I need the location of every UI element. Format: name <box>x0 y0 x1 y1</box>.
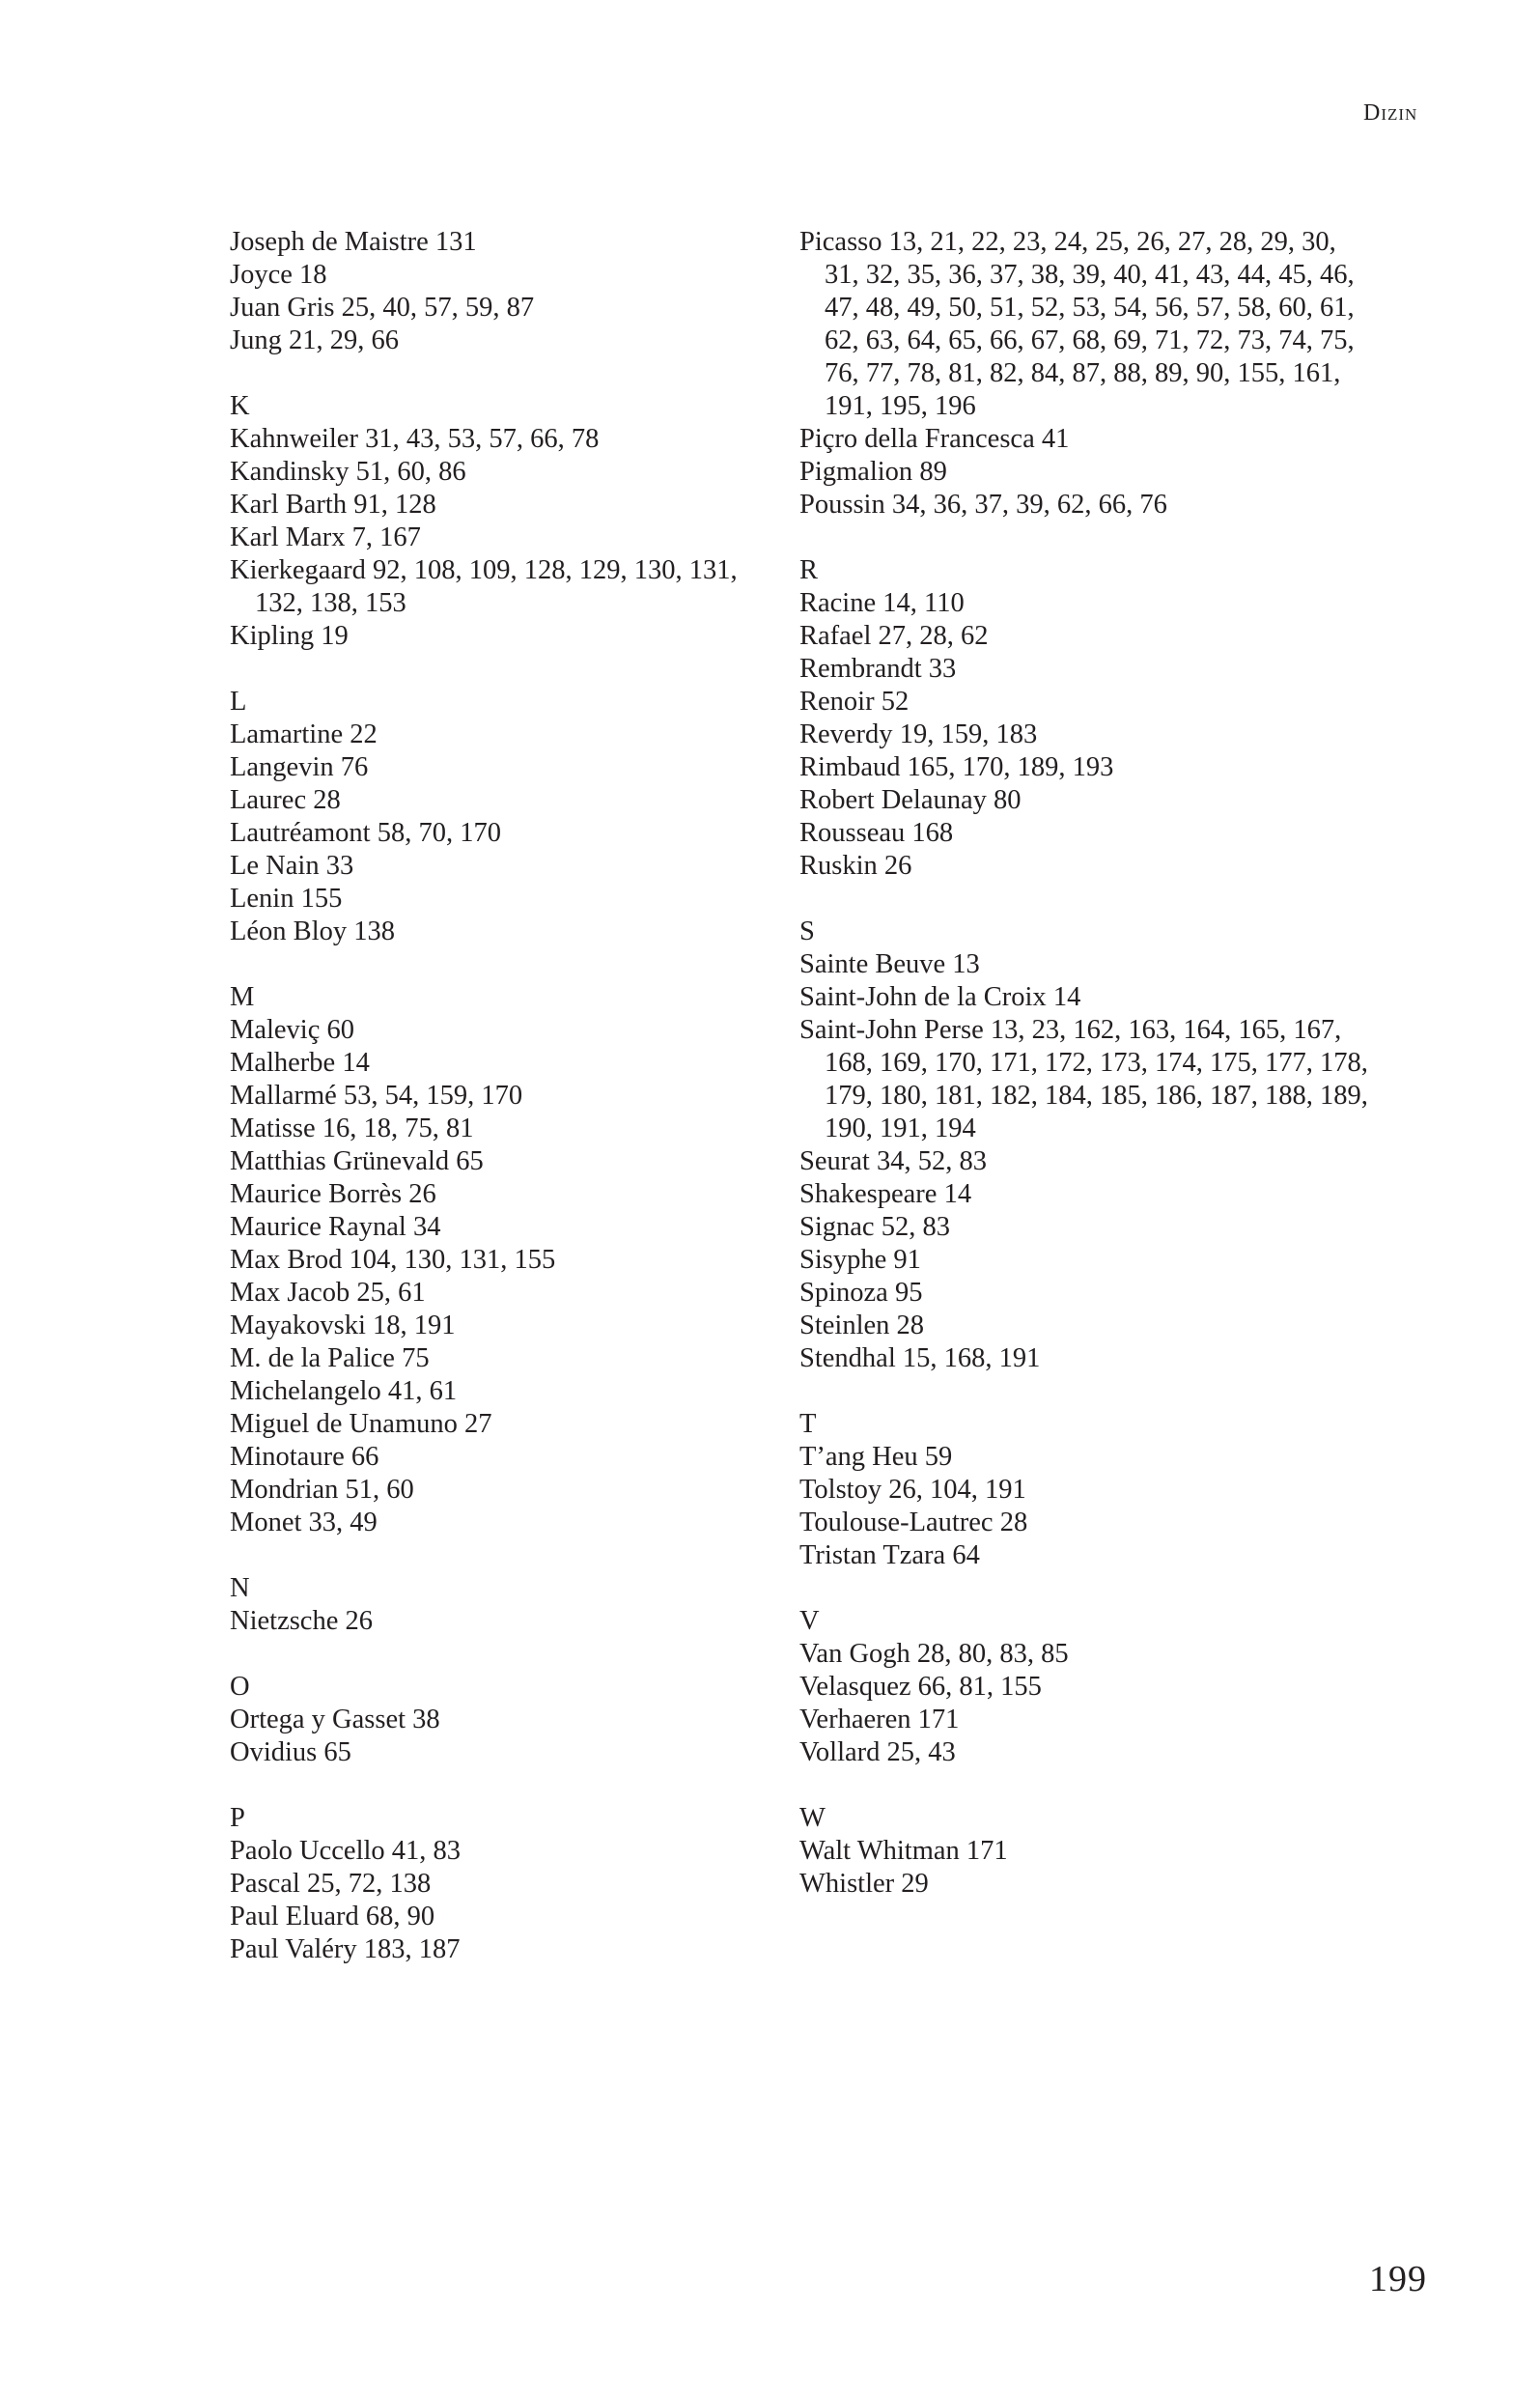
entry-name: Reverdy <box>799 719 893 749</box>
section-letter: N <box>230 1573 250 1603</box>
entry-name: Saint-John Perse <box>799 1015 984 1045</box>
entry-name: Max Brod <box>230 1245 343 1275</box>
index-section <box>799 1408 1369 1572</box>
entry-pages: 26, 104, 191 <box>888 1475 1026 1505</box>
index-entry <box>799 1638 1369 1671</box>
entry-name: Laurec <box>230 785 307 815</box>
index-entry <box>799 1211 1369 1244</box>
section-letter: O <box>230 1672 250 1702</box>
entry-pages: 27 <box>464 1409 492 1439</box>
entry-pages: 41, 83 <box>391 1836 462 1866</box>
entry-name: Karl Marx <box>230 522 346 552</box>
section-letter: V <box>799 1606 820 1636</box>
index-section <box>799 1605 1369 1769</box>
entry-name: Miguel de Unamuno <box>230 1409 458 1439</box>
index-entry <box>230 521 770 554</box>
index-entry <box>799 1277 1369 1310</box>
entry-pages: 26 <box>408 1179 436 1209</box>
index-entry <box>799 1868 1369 1901</box>
entry-name: Steinlen <box>799 1311 890 1340</box>
entry-pages: 26 <box>883 851 912 881</box>
page-number: 199 <box>1369 2259 1427 2299</box>
index-entry <box>230 1014 770 1047</box>
index-entry <box>230 1047 770 1080</box>
section-letter: L <box>230 687 247 717</box>
entry-pages: 19 <box>321 621 349 651</box>
entry-name: Vollard <box>799 1737 881 1767</box>
entry-name: Velasquez <box>799 1672 911 1702</box>
entry-name: Signac <box>799 1212 875 1242</box>
entry-name: Tolstoy <box>799 1475 882 1505</box>
entry-name: Michelangelo <box>230 1376 381 1406</box>
entry-pages: 25, 40, 57, 59, 87 <box>341 293 535 323</box>
index-entry <box>799 1014 1369 1145</box>
entry-name: Max Jacob <box>230 1278 350 1308</box>
index-entry <box>230 259 770 292</box>
index-entry <box>799 456 1369 489</box>
entry-pages: 58, 70, 170 <box>377 818 501 848</box>
index-entry <box>799 1704 1369 1736</box>
index-entry <box>799 1178 1369 1211</box>
entry-pages: 165, 170, 189, 193 <box>907 752 1114 782</box>
entry-name: Ortega y Gasset <box>230 1705 406 1734</box>
entry-name: Van Gogh <box>799 1639 910 1669</box>
entry-pages: 34, 36, 37, 39, 62, 66, 76 <box>891 490 1167 520</box>
entry-name: Rembrandt <box>799 654 922 684</box>
entry-name: Langevin <box>230 752 334 782</box>
index-entry <box>799 620 1369 653</box>
entry-name: Kandinsky <box>230 457 350 487</box>
entry-name: Lenin <box>230 884 294 914</box>
index-entry <box>230 1080 770 1113</box>
entry-pages: 60 <box>326 1015 355 1045</box>
entry-name: Pascal <box>230 1869 300 1899</box>
entry-pages: 92, 108, 109, 128, 129, 130, 131, 132, 138, 153 <box>255 555 738 618</box>
entry-name: Ruskin <box>799 851 878 881</box>
index-entry <box>799 1145 1369 1178</box>
entry-pages: 65 <box>456 1146 484 1176</box>
section-letter: W <box>799 1803 826 1833</box>
entry-name: Kierkegaard <box>230 555 366 585</box>
entry-name: Le Nain <box>230 851 320 881</box>
entry-pages: 21, 29, 66 <box>288 325 399 355</box>
entry-name: Sisyphe <box>799 1245 887 1275</box>
index-entry <box>799 1671 1369 1704</box>
section-letter: T <box>799 1409 817 1439</box>
entry-pages: 41 <box>1041 424 1070 454</box>
index-entry <box>799 1736 1369 1769</box>
entry-pages: 138 <box>353 916 395 946</box>
entry-name: Minotaure <box>230 1442 345 1472</box>
entry-pages: 16, 18, 75, 81 <box>322 1113 474 1143</box>
entry-name: Shakespeare <box>799 1179 938 1209</box>
entry-pages: 13, 21, 22, 23, 24, 25, 26, 27, 28, 29, 30, 31, 32, 35, 36, 37, 38, 39, 40, 41, 43, 44, 45, 46, 47, 48, 49, 50, 51, 52, 53, 54, 56, 57, 58, 60, 61, 62, 63, 64, 65, 66, 67, 68, 69, 71, 72, 73, 74, 75, 76, 77, 78, 81, 82, 84, 87, 88, 89, 90, 155, 161, 191, 195, 196 <box>825 227 1355 421</box>
entry-pages: 25, 72, 138 <box>306 1869 432 1899</box>
entry-pages: 171 <box>917 1705 960 1734</box>
entry-pages: 29 <box>901 1869 929 1899</box>
entry-name: Lautréamont <box>230 818 371 848</box>
index-entry <box>230 1868 770 1901</box>
index-entry <box>230 489 770 521</box>
index-entry <box>799 1441 1369 1474</box>
entry-name: Karl Barth <box>230 490 348 520</box>
entry-name: Spinoza <box>799 1278 888 1308</box>
entry-name: Maleviç <box>230 1015 321 1045</box>
entry-name: Stendhal <box>799 1343 896 1373</box>
index-entry <box>230 1277 770 1310</box>
entry-pages: 38 <box>412 1705 440 1734</box>
entry-pages: 51, 60 <box>345 1475 414 1505</box>
entry-pages: 27, 28, 62 <box>878 621 989 651</box>
entry-name: Kahnweiler <box>230 424 358 454</box>
index-entry <box>799 1507 1369 1539</box>
entry-pages: 91, 128 <box>353 490 436 520</box>
entry-pages: 80 <box>994 785 1022 815</box>
entry-pages: 18 <box>299 260 327 290</box>
entry-pages: 19, 159, 183 <box>899 719 1038 749</box>
entry-name: Picasso <box>799 227 882 257</box>
entry-name: Paul Eluard <box>230 1902 359 1931</box>
entry-name: Ovidius <box>230 1737 318 1767</box>
index-section <box>799 1802 1369 1901</box>
entry-pages: 59 <box>924 1442 953 1472</box>
index-entry <box>799 719 1369 751</box>
index-section <box>799 554 1369 883</box>
entry-pages: 41, 61 <box>387 1376 458 1406</box>
entry-name: T’ang Heu <box>799 1442 918 1472</box>
entry-pages: 28 <box>313 785 341 815</box>
entry-pages: 25, 61 <box>356 1278 426 1308</box>
index-entry <box>799 948 1369 981</box>
entry-name: Jung <box>230 325 282 355</box>
entry-name: Renoir <box>799 687 875 717</box>
entry-name: Robert Delaunay <box>799 785 987 815</box>
entry-pages: 28 <box>999 1508 1028 1537</box>
entry-pages: 104, 130, 131, 155 <box>349 1245 556 1275</box>
index-column-right <box>799 226 1369 1933</box>
index-entry <box>230 1244 770 1277</box>
entry-pages: 28 <box>896 1311 925 1340</box>
index-entry <box>230 1704 770 1736</box>
entry-pages: 65 <box>323 1737 351 1767</box>
entry-name: Kipling <box>230 621 315 651</box>
entry-name: Lamartine <box>230 719 344 749</box>
entry-name: Piçro della Francesca <box>799 424 1035 454</box>
entry-name: Poussin <box>799 490 885 520</box>
entry-name: Rousseau <box>799 818 906 848</box>
index-section <box>230 981 770 1539</box>
entry-name: Joyce <box>230 260 293 290</box>
entry-pages: 91 <box>893 1245 921 1275</box>
entry-name: Rafael <box>799 621 872 651</box>
index-entry <box>230 1310 770 1342</box>
index-section <box>799 916 1369 1375</box>
entry-pages: 7, 167 <box>351 522 421 552</box>
entry-pages: 14 <box>1052 982 1081 1012</box>
entry-pages: 14, 110 <box>882 588 965 618</box>
section-letter: K <box>230 391 250 421</box>
entry-name: Seurat <box>799 1146 870 1176</box>
entry-pages: 53, 54, 159, 170 <box>343 1081 523 1111</box>
index-entry <box>230 1835 770 1868</box>
index-entry <box>799 1244 1369 1277</box>
index-entry <box>230 1211 770 1244</box>
index-section <box>230 1802 770 1966</box>
entry-pages: 52 <box>881 687 910 717</box>
entry-name: Walt Whitman <box>799 1836 960 1866</box>
entry-pages: 68, 90 <box>365 1902 435 1931</box>
entry-name: Matthias Grünevald <box>230 1146 450 1176</box>
entry-name: Léon Bloy <box>230 916 348 946</box>
index-entry <box>230 1933 770 1966</box>
index-entry <box>799 1310 1369 1342</box>
index-entry <box>799 1342 1369 1375</box>
index-entry <box>799 423 1369 456</box>
index-entry <box>230 1507 770 1539</box>
entry-pages: 31, 43, 53, 57, 66, 78 <box>365 424 600 454</box>
entry-name: Joseph de Maistre <box>230 227 429 257</box>
index-entry <box>230 554 770 620</box>
index-entry <box>799 1539 1369 1572</box>
index-entry <box>799 226 1369 423</box>
entry-pages: 15, 168, 191 <box>902 1343 1041 1373</box>
index-entry <box>230 850 770 883</box>
index-entry <box>230 1375 770 1408</box>
entry-pages: 13 <box>952 949 980 979</box>
entry-name: Whistler <box>799 1869 895 1899</box>
index-section <box>230 1671 770 1769</box>
entry-name: Matisse <box>230 1113 316 1143</box>
entry-pages: 52, 83 <box>881 1212 950 1242</box>
entry-pages: 95 <box>894 1278 923 1308</box>
index-entry <box>230 1113 770 1145</box>
index-entry <box>230 1342 770 1375</box>
index-entry <box>230 916 770 948</box>
entry-pages: 13, 23, 162, 163, 164, 165, 167, 168, 169, 170, 171, 172, 173, 174, 175, 177, 178, 179, 180, 181, 182, 184, 185, 186, 187, 188, 189, 190, 191, 194 <box>825 1015 1368 1143</box>
entry-name: Verhaeren <box>799 1705 911 1734</box>
index-entry <box>230 1178 770 1211</box>
entry-name: Juan Gris <box>230 293 335 323</box>
entry-pages: 33 <box>928 654 957 684</box>
index-entry <box>230 292 770 324</box>
index-section <box>230 390 770 653</box>
index-entry <box>230 1605 770 1638</box>
entry-name: Tristan Tzara <box>799 1540 946 1570</box>
entry-name: Monet <box>230 1508 302 1537</box>
index-entry <box>799 489 1369 521</box>
entry-name: Nietzsche <box>230 1606 339 1636</box>
index-entry <box>799 686 1369 719</box>
entry-name: Mallarmé <box>230 1081 337 1111</box>
entry-pages: 33, 49 <box>308 1508 378 1537</box>
entry-pages: 14 <box>342 1048 370 1078</box>
index-entry <box>230 751 770 784</box>
entry-pages: 75 <box>402 1343 430 1373</box>
entry-pages: 14 <box>943 1179 972 1209</box>
entry-name: Mondrian <box>230 1475 339 1505</box>
index-section <box>799 226 1369 521</box>
running-head: Dizin <box>1363 100 1418 126</box>
entry-pages: 34 <box>412 1212 441 1242</box>
index-entry <box>230 1145 770 1178</box>
index-entry <box>799 850 1369 883</box>
entry-name: Pigmalion <box>799 457 913 487</box>
entry-pages: 66 <box>350 1442 379 1472</box>
entry-name: Mayakovski <box>230 1311 366 1340</box>
entry-pages: 131 <box>434 227 477 257</box>
index-entry <box>799 1835 1369 1868</box>
entry-pages: 183, 187 <box>363 1934 461 1964</box>
index-section <box>230 226 770 357</box>
index-entry <box>230 817 770 850</box>
entry-pages: 25, 43 <box>886 1737 956 1767</box>
entry-name: Paolo Uccello <box>230 1836 385 1866</box>
entry-pages: 26 <box>345 1606 373 1636</box>
entry-pages: 171 <box>966 1836 1008 1866</box>
index-entry <box>230 1474 770 1507</box>
entry-name: Rimbaud <box>799 752 901 782</box>
section-letter: P <box>230 1803 245 1833</box>
entry-pages: 64 <box>952 1540 980 1570</box>
index-entry <box>799 751 1369 784</box>
section-letter: S <box>799 916 815 946</box>
index-section <box>230 686 770 948</box>
entry-pages: 51, 60, 86 <box>355 457 466 487</box>
index-entry <box>230 226 770 259</box>
section-letter: R <box>799 555 819 585</box>
section-letter: M <box>230 982 255 1012</box>
index-entry <box>230 719 770 751</box>
entry-name: Malherbe <box>230 1048 336 1078</box>
entry-pages: 18, 191 <box>373 1311 456 1340</box>
index-section <box>230 1572 770 1638</box>
index-entry <box>799 587 1369 620</box>
entry-pages: 66, 81, 155 <box>917 1672 1042 1702</box>
entry-pages: 33 <box>325 851 354 881</box>
index-entry <box>230 423 770 456</box>
entry-pages: 34, 52, 83 <box>876 1146 987 1176</box>
index-entry <box>230 883 770 916</box>
index-entry <box>799 653 1369 686</box>
index-entry <box>799 817 1369 850</box>
entry-name: Maurice Borrès <box>230 1179 403 1209</box>
entry-name: Paul Valéry <box>230 1934 357 1964</box>
index-entry <box>230 1441 770 1474</box>
index-entry <box>230 1408 770 1441</box>
entry-name: Saint-John de la Croix <box>799 982 1047 1012</box>
entry-name: Racine <box>799 588 877 618</box>
index-column-left <box>230 226 770 1999</box>
entry-pages: 76 <box>340 752 369 782</box>
entry-pages: 28, 80, 83, 85 <box>916 1639 1069 1669</box>
index-entry <box>230 1736 770 1769</box>
entry-name: M. de la Palice <box>230 1343 395 1373</box>
index-entry <box>799 981 1369 1014</box>
entry-pages: 155 <box>300 884 343 914</box>
entry-name: Sainte Beuve <box>799 949 946 979</box>
index-entry <box>230 784 770 817</box>
index-entry <box>230 324 770 357</box>
entry-pages: 89 <box>919 457 947 487</box>
index-entry <box>230 620 770 653</box>
index-entry <box>799 1474 1369 1507</box>
entry-name: Maurice Raynal <box>230 1212 406 1242</box>
entry-name: Toulouse-Lautrec <box>799 1508 994 1537</box>
entry-pages: 22 <box>350 719 378 749</box>
entry-pages: 168 <box>911 818 954 848</box>
index-entry <box>799 784 1369 817</box>
index-entry <box>230 1901 770 1933</box>
index-entry <box>230 456 770 489</box>
